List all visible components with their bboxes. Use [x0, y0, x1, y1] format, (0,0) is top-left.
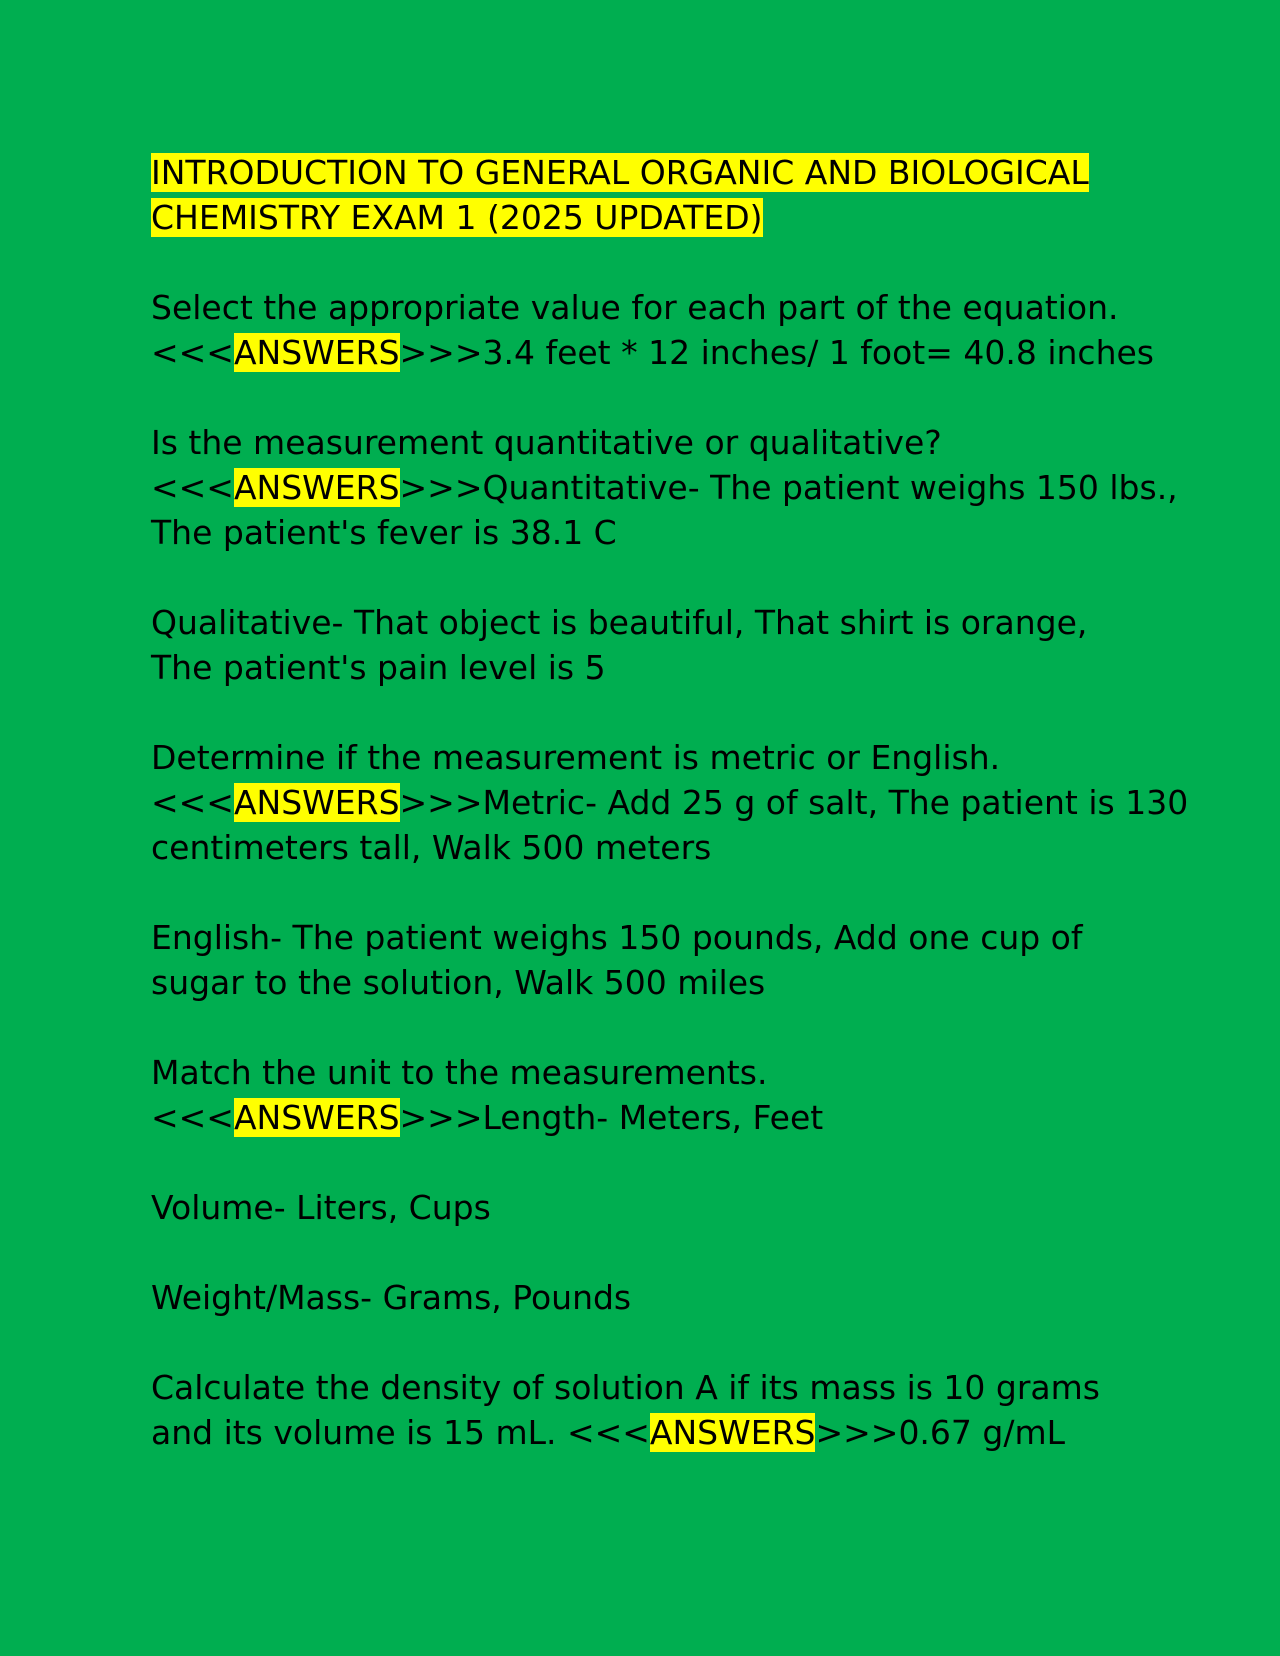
- answer-close-marker: >>>: [399, 333, 483, 372]
- title-line-1: INTRODUCTION TO GENERAL ORGANIC AND BIOLOGICAL: [151, 153, 1089, 192]
- answers-label: ANSWERS: [233, 1098, 400, 1137]
- answer-text: English- The patient weighs 150 pounds, Add one cup of: [151, 918, 1083, 957]
- question-text: Is the measurement quantitative or qualitative?: [151, 423, 942, 462]
- answer-close-marker: >>>: [399, 783, 483, 822]
- answer-line: [151, 1095, 1151, 1140]
- answer-paragraph-english: [151, 915, 1151, 1005]
- answer-open-marker: <<<: [151, 1098, 234, 1137]
- answer-paragraph-weight: [151, 1275, 1151, 1320]
- question-text: Determine if the measurement is metric or English.: [151, 738, 1001, 777]
- document-body: [151, 150, 1189, 1455]
- answer-text-continued: sugar to the solution, Walk 500 miles: [151, 963, 766, 1002]
- qa-block-metric-english: [151, 735, 1189, 870]
- answer-close-marker: >>>: [399, 468, 483, 507]
- answer-text: Quantitative- The patient weighs 150 lbs.,: [482, 468, 1178, 507]
- answer-text-continued: The patient's pain level is 5: [151, 648, 606, 687]
- answer-text-continued: The patient's fever is 38.1 C: [151, 513, 617, 552]
- answer-open-marker: <<<: [151, 783, 234, 822]
- answer-line: [151, 330, 1154, 375]
- question-text: Select the appropriate value for each part of the equation.: [151, 288, 1119, 327]
- answers-label: ANSWERS: [233, 333, 400, 372]
- answer-text: 0.67 g/mL: [898, 1413, 1066, 1452]
- question-text: Calculate the density of solution A if its mass is 10 grams: [151, 1368, 1100, 1407]
- answers-label: ANSWERS: [233, 783, 400, 822]
- qa-block-match-units: [151, 1050, 1151, 1140]
- answers-label: ANSWERS: [233, 468, 400, 507]
- answer-text-continued: centimeters tall, Walk 500 meters: [151, 828, 712, 867]
- question-answer-line: [151, 1410, 1151, 1455]
- title-line-2: CHEMISTRY EXAM 1 (2025 UPDATED): [151, 198, 763, 237]
- answer-paragraph-volume: [151, 1185, 1151, 1230]
- answer-text: 3.4 feet * 12 inches/ 1 foot= 40.8 inches: [482, 333, 1154, 372]
- answer-open-marker: <<<: [151, 468, 234, 507]
- document-title: [151, 150, 1151, 240]
- answer-open-marker: <<<: [566, 1413, 650, 1452]
- answer-open-marker: <<<: [151, 333, 234, 372]
- answer-text: Weight/Mass- Grams, Pounds: [151, 1278, 632, 1317]
- answer-line: [151, 780, 1189, 825]
- answer-paragraph-qualitative: [151, 600, 1151, 690]
- answer-text: Metric- Add 25 g of salt, The patient is 130: [482, 783, 1189, 822]
- answer-close-marker: >>>: [815, 1413, 899, 1452]
- answer-text: Qualitative- That object is beautiful, That shirt is orange,: [151, 603, 1088, 642]
- question-text: Match the unit to the measurements.: [151, 1053, 768, 1092]
- answer-line: [151, 465, 1178, 510]
- answer-text: Volume- Liters, Cups: [151, 1188, 491, 1227]
- answers-label: ANSWERS: [649, 1413, 816, 1452]
- question-text-continued: and its volume is 15 mL.: [151, 1413, 567, 1452]
- qa-block-quantitative-qualitative: [151, 420, 1178, 555]
- qa-block-density: [151, 1365, 1151, 1455]
- answer-text: Length- Meters, Feet: [482, 1098, 824, 1137]
- qa-block-unit-conversion: [151, 285, 1154, 375]
- answer-close-marker: >>>: [399, 1098, 483, 1137]
